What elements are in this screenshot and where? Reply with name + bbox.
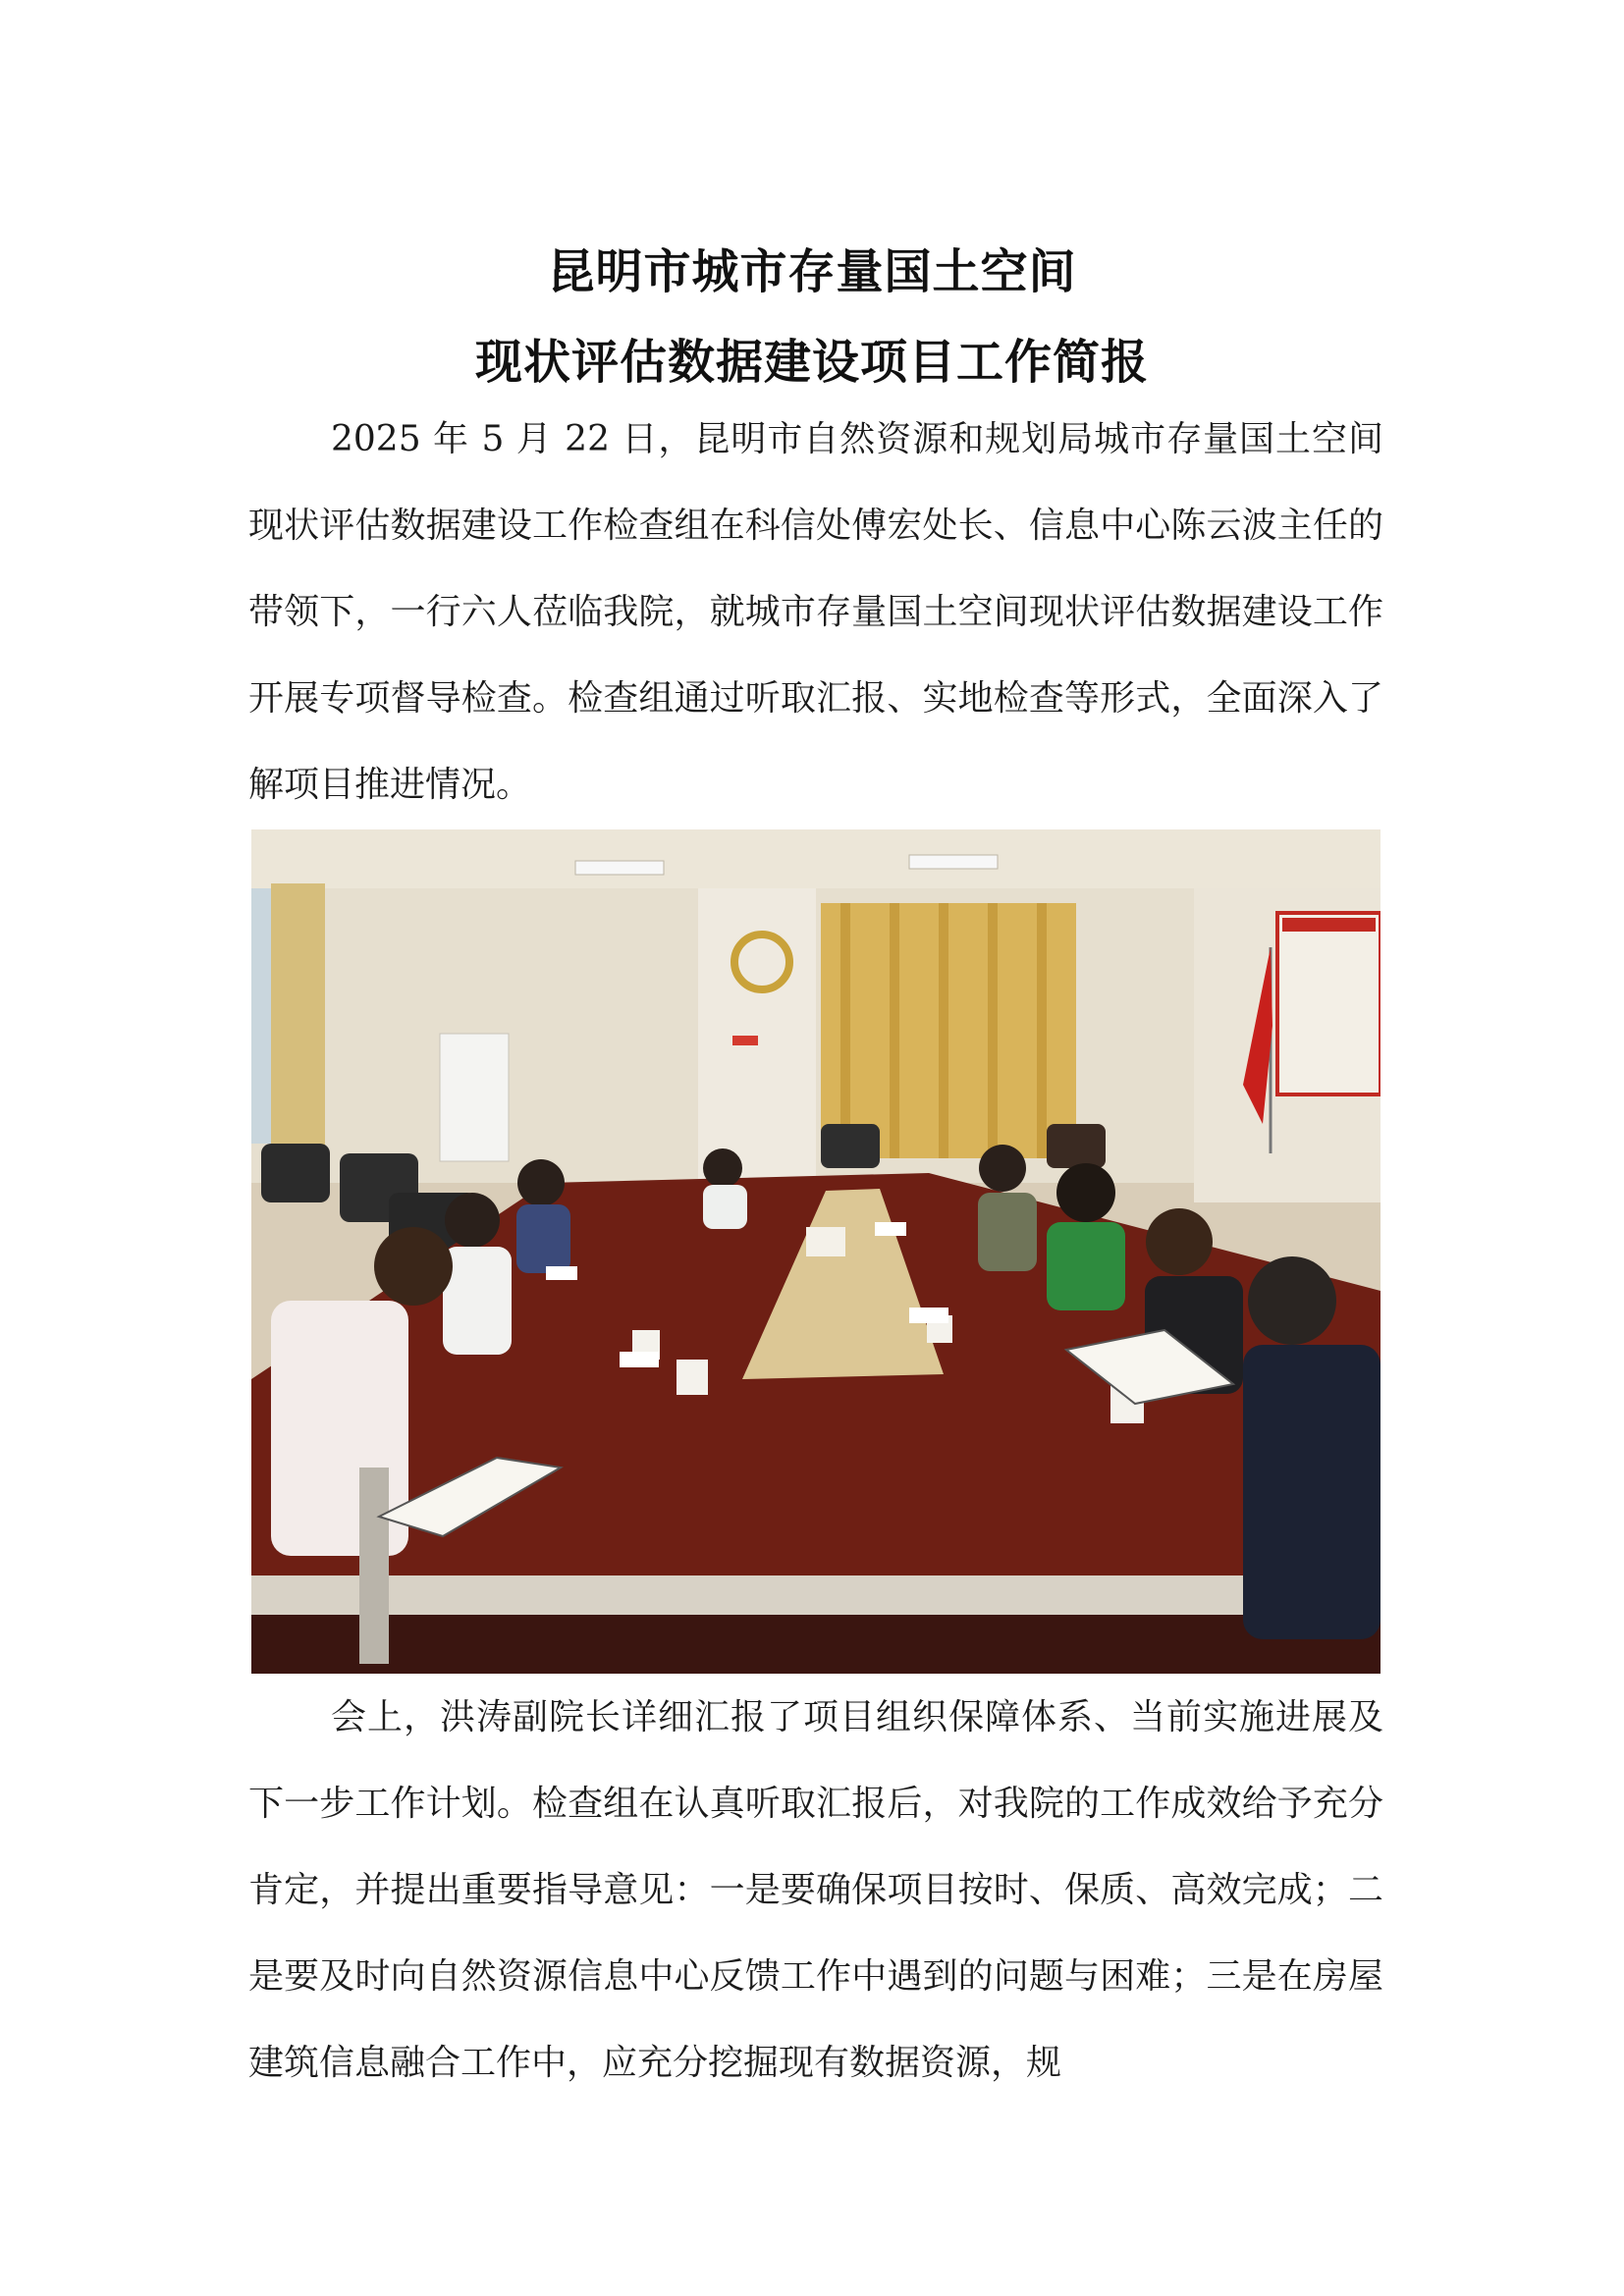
meeting-photo [251, 829, 1380, 1674]
paragraph-intro: 2025 年 5 月 22 日，昆明市自然资源和规划局城市存量国土空间现状评估数据建设工作检查组在科信处傅宏处长、信息中心陈云波主任的带领下，一行六人莅临我院，就城市存量国土空间现状评估数据建设工作开展专项督导检查。检查组通过听取汇报、实地检查等形式，全面深入了解项目推进情况。 [248, 419, 1383, 805]
wall-poster [1277, 913, 1380, 1095]
paragraph-meeting: 会上，洪涛副院长详细汇报了项目组织保障体系、当前实施进展及下一步工作计划。检查组在认真听取汇报后，对我院的工作成效给予充分肯定，并提出重要指导意见：一是要确保项目按时、保质、高效完成；二是要及时向自然资源信息中心反馈工作中遇到的问题与困难；三是在房屋建筑信息融合工作中，应充分挖掘现有数据资源，规 [248, 1697, 1383, 2083]
title-line-2: 现状评估数据建设项目工作简报 [474, 335, 1149, 390]
title-line-1: 昆明市城市存量国土空间 [547, 244, 1077, 299]
